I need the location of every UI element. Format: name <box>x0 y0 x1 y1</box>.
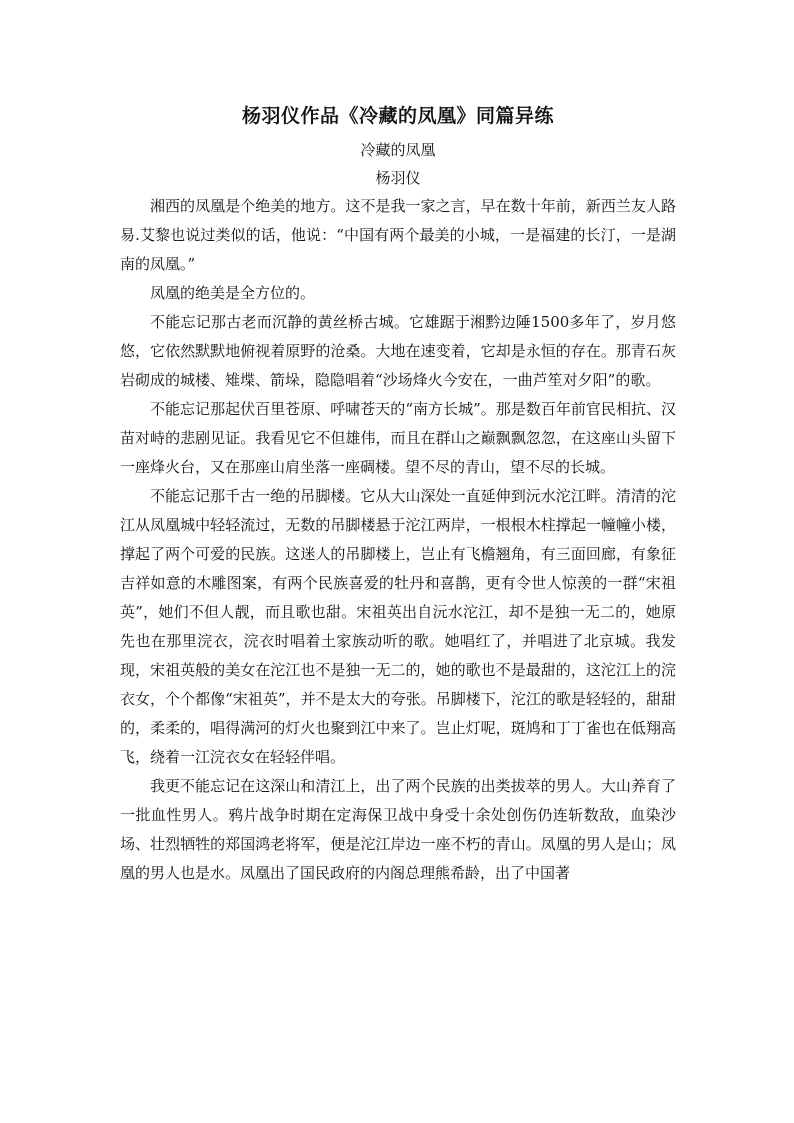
paragraph-4: 不能忘记那起伏百里苍原、呼啸苍天的“南方长城”。那是数百年前官民相抗、汉苗对峙的悲剧见证。我看见它不但雄伟，而且在群山之巅飘飘忽忽，在这座山头留下一座烽火台，又在那座山肩坐落一座碉楼。望不尽的青山，望不尽的长城。 <box>120 400 676 476</box>
paragraph-2: 凤凰的绝美是全方位的。 <box>150 284 316 302</box>
document-content <box>120 96 676 888</box>
document-title: 杨羽仪作品《冷藏的凤凰》同篇异练 <box>241 105 554 127</box>
essay-title: 冷藏的凤凰 <box>360 141 436 159</box>
paragraph-5: 不能忘记那千古一绝的吊脚楼。它从大山深处一直延伸到沅水沱江畔。清清的沱江从凤凰城中轻轻流过，无数的吊脚楼悬于沱江两岸，一根根木柱撑起一幢幢小楼，撑起了两个可爱的民族。这迷人的吊脚楼上，岂止有飞檐翘角，有三面回廊，有象征吉祥如意的木雕图案，有两个民族喜爱的牡丹和喜鹊，更有令世人惊羡的一群“宋祖英”，她们不但人靓，而且歌也甜。宋祖英出自沅水沱江，却不是独一无二的，她原先也在那里浣衣，浣衣时唱着土家族动听的歌。她唱红了，并唱进了北京城。我发现，宋祖英般的美女在沱江也不是独一无二的，她的歌也不是最甜的，这沱江上的浣衣女，个个都像“宋祖英”，并不是太大的夸张。吊脚楼下，沱江的歌是轻轻的，甜甜的，柔柔的，唱得满河的灯火也聚到江中来了。岂止灯呢，斑鸠和丁丁雀也在低翔高飞，绕着一江浣衣女在轻轻伴唱。 <box>120 487 676 766</box>
paragraph-1: 湘西的凤凰是个绝美的地方。这不是我一家之言，早在数十年前，新西兰友人路易.艾黎也说过类似的话，他说：“中国有两个最美的小城，一是福建的长汀，一是湖南的凤凰。” <box>120 197 676 273</box>
paragraph-3: 不能忘记那古老而沉静的黄丝桥古城。它雄踞于湘黔边陲1500多年了，岁月悠悠，它依然默默地俯视着原野的沧桑。大地在速变着，它却是永恒的存在。那青石灰岩砌成的城楼、雉堞、箭垛，隐隐唱着“沙场烽火今安在，一曲芦笙对夕阳”的歌。 <box>120 313 676 389</box>
paragraph-6: 我更不能忘记在这深山和清江上，出了两个民族的出类拔萃的男人。大山养育了一批血性男人。鸦片战争时期在定海保卫战中身受十余处创伤仍连斩数敌，血染沙场、壮烈牺牲的郑国鸿老将军，便是沱江岸边一座不朽的青山。凤凰的男人是山；凤凰的男人也是水。凤凰出了国民政府的内阁总理熊希龄，出了中国著 <box>120 777 676 882</box>
essay-author: 杨羽仪 <box>375 169 421 187</box>
